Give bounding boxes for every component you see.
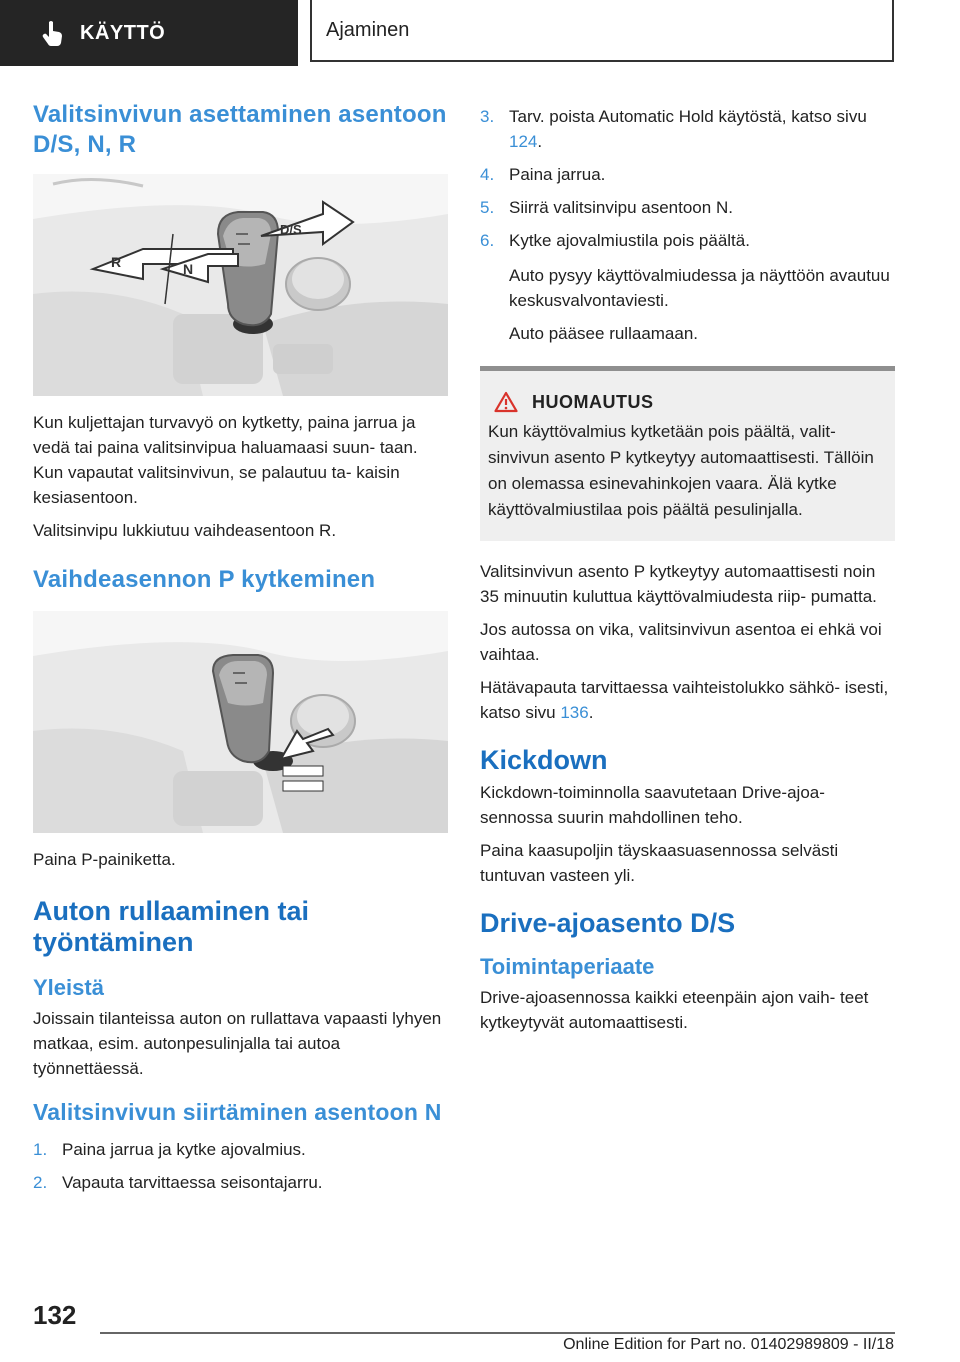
steps-move-n-left — [33, 1137, 448, 1195]
step-text-end: . — [537, 132, 543, 151]
list-item — [480, 228, 895, 253]
step-text: Kytke ajovalmiustila pois päältä. — [509, 231, 750, 250]
page-link-124[interactable]: 124 — [509, 132, 538, 151]
figure-selector-lever-directions — [33, 174, 448, 396]
paragraph-emergency-end: . — [588, 703, 594, 722]
figure-label-r: R — [111, 254, 122, 270]
paragraph-emergency — [480, 675, 895, 725]
step-number: 2. — [33, 1173, 48, 1192]
step6-sub-2: Auto pääsee rullaamaan. — [509, 324, 699, 343]
figure-label-n: N — [183, 261, 194, 277]
warning-box — [480, 366, 895, 541]
step-number: 4. — [480, 165, 495, 184]
heading-kickdown: Kickdown — [480, 745, 608, 775]
page-number: 132 — [33, 1300, 77, 1330]
paragraph-kickdown-2: Paina kaasupoljin täyskaasuasennossa selvästi tuntuvan vasteen yli. — [480, 841, 839, 885]
heading-select-ds: Valitsinvivun asettaminen asentoon D/S, N, R — [33, 101, 447, 158]
chapter-tab-label: KÄYTTÖ — [80, 21, 166, 44]
footer-divider — [100, 1332, 895, 1334]
paragraph-kickdown-1: Kickdown-toiminnolla saavutetaan Drive-ajoa- sennossa suurin mahdollinen teho. — [480, 783, 825, 827]
step-text: Tarv. poista Automatic Hold käytöstä, katso sivu — [509, 107, 867, 126]
figure-p-button — [33, 611, 448, 833]
step-text: Siirrä valitsinvipu asentoon N. — [509, 198, 733, 217]
heading-principle: Toimintaperiaate — [480, 954, 655, 979]
step-text: Paina jarrua ja kytke ajovalmius. — [62, 1140, 306, 1159]
paragraph-general: Joissain tilanteissa auton on rullattava vapaasti lyhyen matkaa, esim. autonpesulinjalla tai autoa työnnettäessä. — [33, 1009, 442, 1078]
list-item — [480, 195, 895, 220]
right-column — [480, 104, 895, 1043]
warning-text: Kun käyttövalmius kytketään pois päältä, valit- sinvivun asento P kytkeytyy automaattisesti. Tällöin on olemassa esinevahinkojen vaara. Älä kytke käyttövalmiustilaa pois päältä pesulinjalla. — [488, 422, 874, 519]
paragraph-select-1: Kun kuljettajan turvavyö on kytketty, paina jarrua ja vedä tai paina valitsinvipua haluamaasi suun- taan. Kun vapautat valitsinvivun, se palautuu ta- kaisin kesiasentoon. — [33, 413, 418, 507]
heading-general: Yleistä — [33, 975, 104, 1000]
warning-triangle-icon — [494, 391, 518, 413]
list-item — [33, 1170, 448, 1195]
heading-move-n: Valitsinvivun siirtäminen asentoon N — [33, 1099, 442, 1125]
section-title: Ajaminen — [310, 0, 894, 62]
list-item — [33, 1137, 448, 1162]
figure-label-ds: D/S — [280, 222, 302, 237]
step-number: 3. — [480, 107, 495, 126]
list-item — [480, 104, 895, 154]
left-column — [33, 100, 448, 1205]
warning-title — [488, 391, 887, 413]
warning-title-text: HUOMAUTUS — [532, 391, 654, 412]
step-text: Paina jarrua. — [509, 165, 606, 184]
paragraph-principle: Drive-ajoasennossa kaikki eteenpäin ajon vaih- teet kytkeytyvät automaattisesti. — [480, 988, 869, 1032]
steps-move-n-right — [480, 104, 895, 253]
step-number: 5. — [480, 198, 495, 217]
step-text: Vapauta tarvittaessa seisontajarru. — [62, 1173, 323, 1192]
paragraph-press-p: Paina P-painiketta. — [33, 850, 176, 869]
step-number: 1. — [33, 1140, 48, 1159]
paragraph-emergency-text: Hätävapauta tarvittaessa vaihteistolukko sähkö- isesti, katso sivu — [480, 678, 889, 722]
page-link-136[interactable]: 136 — [560, 703, 589, 722]
heading-roll: Auton rullaaminen tai työntäminen — [33, 896, 310, 957]
paragraph-auto-p: Valitsinvivun asento P kytkeytyy automaattisesti noin 35 minuutin kuluttua käyttövalmiudesta riip- pumatta. — [480, 562, 877, 606]
heading-drive: Drive-ajoasento D/S — [480, 908, 736, 938]
step6-sub-1: Auto pysyy käyttövalmiudessa ja näyttöön avautuu keskusvalvontaviesti. — [509, 266, 890, 310]
list-item — [480, 162, 895, 187]
paragraph-fault: Jos autossa on vika, valitsinvivun asentoa ei ehkä voi vaihtaa. — [480, 620, 882, 664]
step-number: 6. — [480, 231, 495, 250]
paragraph-select-2: Valitsinvipu lukkiutuu vaihdeasentoon R. — [33, 521, 337, 540]
chapter-tab[interactable] — [0, 0, 298, 66]
footer-edition: Online Edition for Part no. 01402989809 - II/18 — [563, 1336, 894, 1353]
hand-pointer-icon — [38, 18, 68, 48]
heading-p-engage: Vaihdeasennon P kytkeminen — [33, 566, 376, 593]
